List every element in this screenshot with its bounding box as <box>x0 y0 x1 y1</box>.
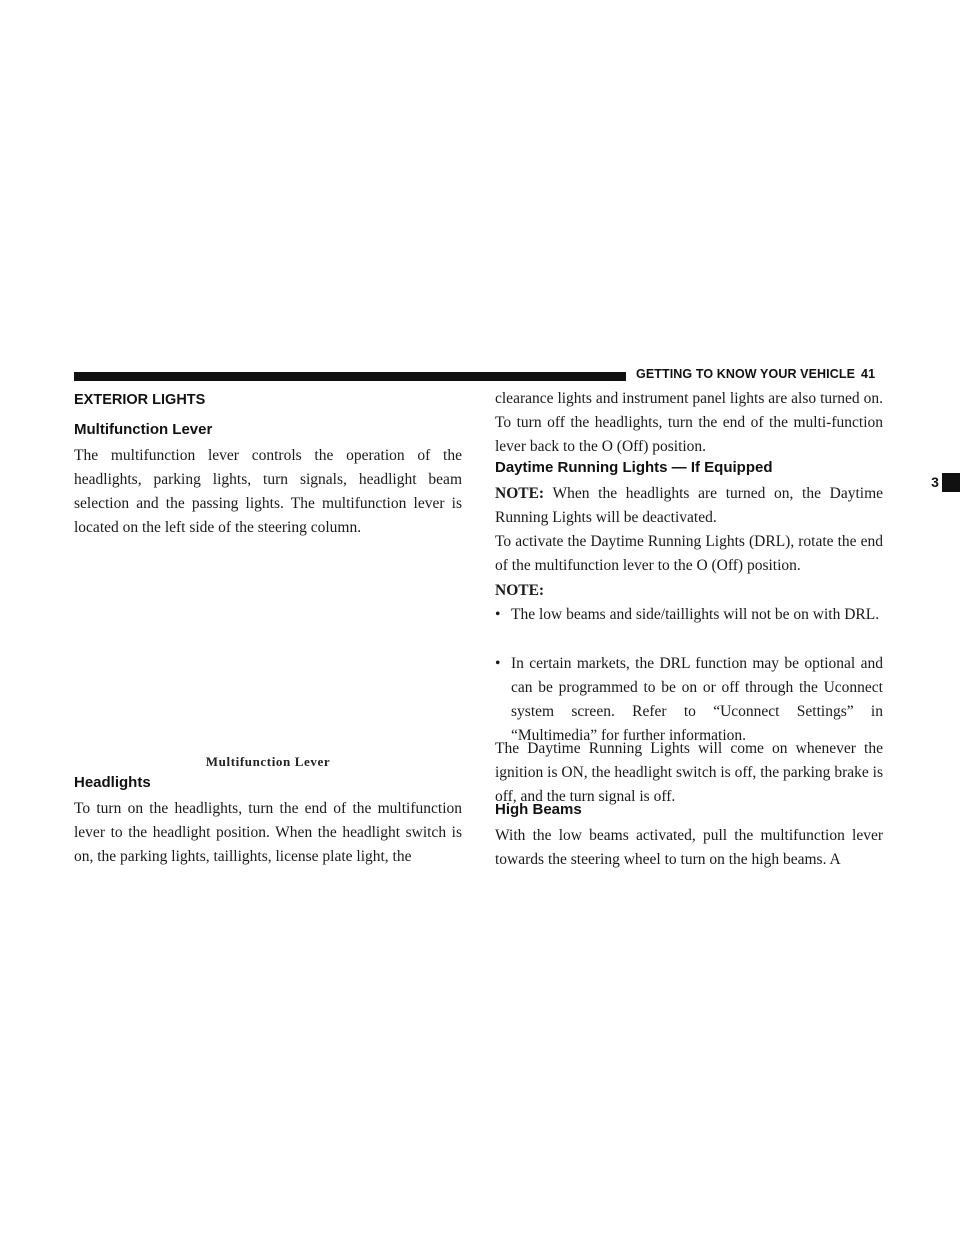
section-heading: EXTERIOR LIGHTS <box>74 392 206 408</box>
bullet-text: In certain markets, the DRL function may be optional and can be programmed to be on or off through the Uconnect system screen. Refer to “Uconnect Settings” in “Multimedia” for further information. <box>511 655 883 744</box>
bullet-icon: • <box>495 655 501 672</box>
chapter-number: 3 <box>928 473 942 492</box>
note-label-2: NOTE: <box>495 582 545 599</box>
running-header <box>636 367 875 381</box>
section-title: GETTING TO KNOW YOUR VEHICLE <box>636 367 856 381</box>
paragraph-headlights: To turn on the headlights, turn the end of the multifunction lever to the headlight position. When the headlight switch is on, the parking lights, taillights, license plate light, the <box>74 800 462 865</box>
page-number: 41 <box>861 367 876 381</box>
chapter-tab <box>931 473 960 492</box>
subheading-high-beams: High Beams <box>495 801 582 818</box>
subheading-headlights: Headlights <box>74 774 151 791</box>
list-item <box>495 603 883 627</box>
paragraph-activate-drl: To activate the Daytime Running Lights (DRL), rotate the end of the multifunction lever to the O (Off) position. <box>495 533 883 574</box>
paragraph-drl-conditions: The Daytime Running Lights will come on whenever the ignition is ON, the headlight switch is off, the parking brake is off, and the turn signal is off. <box>495 740 883 805</box>
paragraph-multifunction-lever: The multifunction lever controls the operation of the headlights, parking lights, turn signals, headlight beam selection and the passing lights. The multifunction lever is located on the left side of the steering column. <box>74 447 462 536</box>
list-item <box>495 652 883 748</box>
subheading-daytime-running-lights: Daytime Running Lights — If Equipped <box>495 459 773 476</box>
note-text: When the headlights are turned on, the Daytime Running Lights will be deactivated. <box>495 485 883 526</box>
paragraph-headlights-continued: clearance lights and instrument panel lights are also turned on. To turn off the headlights, turn the end of the multi-function lever back to the O (Off) position. <box>495 390 883 455</box>
bullet-icon: • <box>495 606 501 623</box>
note-label: NOTE: <box>495 485 545 502</box>
figure-multifunction-lever <box>74 538 462 748</box>
paragraph-high-beams: With the low beams activated, pull the multifunction lever towards the steering wheel to turn on the high beams. A <box>495 827 883 868</box>
figure-caption: Multifunction Lever <box>205 754 331 769</box>
header-rule <box>74 372 626 381</box>
subheading-multifunction-lever: Multifunction Lever <box>74 421 213 438</box>
note-drl-deactivated <box>495 482 883 530</box>
bullet-text: The low beams and side/taillights will not be on with DRL. <box>511 606 880 623</box>
